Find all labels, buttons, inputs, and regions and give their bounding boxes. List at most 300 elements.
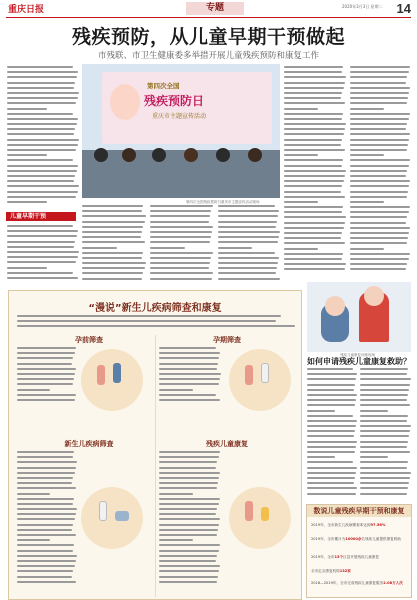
text-line	[7, 113, 73, 115]
text-line	[17, 560, 76, 562]
text-line	[350, 71, 409, 73]
text-line	[17, 357, 73, 359]
audience-head	[122, 148, 136, 162]
text-line	[17, 487, 76, 489]
text-line	[17, 383, 73, 385]
text-line	[17, 544, 74, 546]
stat-text: 2019年，全市累计为	[311, 537, 346, 541]
text-line	[218, 226, 276, 228]
text-line	[82, 252, 143, 254]
text-line	[284, 191, 341, 193]
text-line	[159, 508, 217, 510]
text-line	[360, 446, 407, 448]
text-line	[307, 456, 335, 458]
text-line	[7, 108, 47, 110]
text-line	[284, 263, 346, 265]
text-line	[7, 251, 79, 253]
text-line	[17, 461, 77, 463]
text-line	[284, 180, 344, 182]
infographic-intro	[17, 315, 295, 331]
text-line	[307, 389, 354, 391]
text-line	[17, 467, 76, 469]
text-line	[17, 373, 75, 375]
text-line	[7, 149, 76, 151]
text-line	[284, 139, 342, 141]
text-line	[7, 170, 77, 172]
text-line	[159, 363, 218, 365]
text-line	[350, 82, 406, 84]
text-line	[7, 118, 78, 120]
text-line	[150, 226, 213, 228]
figure-nurse	[99, 501, 107, 521]
text-line	[150, 267, 209, 269]
text-line	[284, 196, 345, 198]
main-photo	[82, 64, 280, 198]
text-line	[284, 133, 344, 135]
text-line	[284, 97, 341, 99]
text-line	[307, 487, 357, 489]
text-line	[7, 128, 75, 130]
text-line	[17, 565, 75, 567]
text-line	[17, 508, 77, 510]
text-line	[218, 236, 279, 238]
panel-title-pregnancy: 孕期筛查	[213, 336, 241, 344]
panel-divider	[155, 335, 156, 597]
audience-head	[184, 148, 198, 162]
body-text-how-2	[360, 368, 411, 500]
text-line	[82, 257, 142, 259]
text-line	[350, 211, 409, 213]
text-line	[218, 267, 277, 269]
text-line	[82, 210, 142, 212]
masthead	[6, 2, 411, 16]
audience-head	[152, 148, 166, 162]
text-line	[284, 144, 341, 146]
headline: 残疾预防，从儿童早期干预做起	[71, 26, 345, 48]
infographic-box	[8, 290, 302, 600]
panel-illustration-newborn	[81, 487, 143, 549]
text-line	[284, 128, 345, 130]
text-line	[307, 461, 353, 463]
text-line	[7, 66, 73, 68]
text-line	[284, 149, 345, 151]
body-text-left	[7, 66, 79, 210]
text-line	[159, 378, 220, 380]
text-line	[350, 237, 408, 239]
text-line	[218, 221, 277, 223]
text-line	[150, 278, 212, 280]
text-line	[17, 524, 73, 526]
text-line	[284, 206, 343, 208]
text-line	[7, 267, 47, 269]
text-line	[284, 253, 343, 255]
text-line	[150, 231, 212, 233]
text-line	[360, 368, 408, 370]
text-line	[150, 272, 213, 274]
text-line	[7, 154, 47, 156]
stats-box	[306, 504, 412, 598]
text-line	[7, 196, 76, 198]
date-line: 2020年3月3日 星期二	[342, 4, 383, 9]
text-line	[82, 231, 142, 233]
panel-text-prepregnancy	[17, 347, 77, 409]
text-line	[350, 227, 410, 229]
text-line	[159, 576, 218, 578]
text-line	[159, 498, 220, 500]
audience-head	[94, 148, 108, 162]
text-line	[284, 222, 345, 224]
text-line	[307, 482, 354, 484]
text-line	[350, 76, 407, 78]
text-line	[360, 467, 407, 469]
figure-parent	[245, 501, 253, 521]
text-line	[7, 180, 74, 182]
text-line	[307, 368, 353, 370]
figure-doctor	[261, 363, 269, 383]
text-line	[159, 467, 216, 469]
text-line	[159, 493, 193, 495]
text-line	[159, 539, 193, 541]
stat-text: 全市定点康复机构	[311, 569, 340, 573]
figure-pregnant-woman	[245, 365, 253, 385]
text-line	[307, 373, 357, 375]
text-line	[159, 560, 216, 562]
text-line	[284, 76, 346, 78]
text-line	[17, 378, 74, 380]
text-line	[350, 258, 409, 260]
text-line	[350, 165, 409, 167]
panel-illustration-prepregnancy	[81, 349, 143, 411]
stat-value: 15个	[334, 555, 344, 559]
text-line	[218, 247, 252, 249]
text-line	[360, 451, 410, 453]
text-line	[360, 461, 408, 463]
text-line	[159, 482, 218, 484]
text-line	[284, 118, 342, 120]
text-line	[360, 394, 408, 396]
text-line	[307, 451, 355, 453]
text-line	[7, 97, 78, 99]
text-line	[284, 66, 343, 68]
text-line	[360, 425, 411, 427]
text-line	[284, 102, 345, 104]
stat-row	[311, 569, 409, 574]
text-line	[7, 159, 73, 161]
body-text-lower-mid-3	[218, 205, 280, 287]
banner-main-text: 残疾预防日	[144, 94, 205, 108]
rehab-photo	[307, 282, 411, 352]
text-line	[7, 225, 73, 227]
text-line	[7, 191, 78, 193]
text-line	[284, 201, 318, 203]
text-line	[307, 399, 356, 401]
text-line	[350, 139, 409, 141]
text-line	[159, 352, 220, 354]
text-line	[150, 252, 213, 254]
text-line	[307, 493, 356, 495]
text-line	[7, 272, 73, 274]
text-line	[360, 410, 388, 412]
section-bar: 儿童早期干预	[6, 212, 76, 221]
text-line	[7, 261, 76, 263]
stat-value: 97.56%	[370, 523, 386, 527]
text-line	[218, 252, 275, 254]
infographic-title: “漫说”新生儿疾病筛查和康复	[88, 303, 222, 314]
text-line	[350, 206, 410, 208]
text-line	[159, 529, 218, 531]
panel-illustration-pregnancy	[229, 349, 291, 411]
body-text-lower-mid-2	[150, 205, 214, 287]
text-line	[360, 420, 407, 422]
text-line	[150, 210, 211, 212]
text-line	[350, 118, 409, 120]
text-line	[218, 278, 280, 280]
stat-row	[311, 581, 409, 586]
text-line	[159, 368, 217, 370]
text-line	[284, 123, 346, 125]
text-line	[360, 435, 409, 437]
text-line	[284, 211, 342, 213]
text-line	[17, 368, 76, 370]
text-line	[17, 399, 75, 401]
top-rule	[6, 17, 411, 18]
text-line	[159, 555, 217, 557]
text-line	[159, 503, 219, 505]
text-line	[350, 263, 407, 265]
text-line	[159, 518, 220, 520]
text-line	[17, 389, 50, 391]
text-line	[82, 221, 145, 223]
text-line	[17, 539, 50, 541]
figure-man	[113, 363, 121, 383]
page-number: 14	[396, 1, 411, 16]
stat-row	[311, 537, 409, 542]
text-line	[7, 102, 76, 104]
text-line	[218, 257, 279, 259]
text-line	[284, 159, 343, 161]
text-line	[360, 399, 407, 401]
text-line	[284, 71, 342, 73]
text-line	[159, 565, 220, 567]
text-line	[218, 210, 279, 212]
text-line	[360, 389, 409, 391]
text-line	[307, 446, 356, 448]
figure-child	[261, 507, 269, 521]
text-line	[360, 373, 407, 375]
newspaper-logo: 重庆日报	[8, 5, 45, 15]
text-line	[350, 185, 409, 187]
stat-text: 名残疾儿童提供康复救助	[361, 537, 401, 541]
text-line	[218, 241, 278, 243]
text-line	[350, 196, 407, 198]
rehab-photo-caption: 残疾儿童康复训练现场	[340, 353, 375, 357]
text-line	[7, 144, 78, 146]
text-line	[7, 82, 75, 84]
text-line	[159, 544, 220, 546]
stat-value: 132家	[339, 569, 351, 573]
text-line	[82, 205, 143, 207]
child-head	[325, 296, 345, 316]
text-line	[307, 404, 355, 406]
text-line	[7, 87, 74, 89]
text-line	[360, 487, 408, 489]
text-line	[360, 493, 407, 495]
text-line	[82, 278, 142, 280]
text-line	[350, 128, 406, 130]
text-line	[360, 384, 410, 386]
text-line	[284, 154, 318, 156]
text-line	[307, 441, 357, 443]
text-line	[82, 241, 145, 243]
text-line	[284, 170, 346, 172]
text-line	[82, 267, 145, 269]
figure-baby-scale	[115, 511, 129, 521]
text-line	[218, 215, 278, 217]
text-line	[284, 113, 343, 115]
text-line	[150, 257, 211, 259]
text-line	[159, 399, 220, 401]
text-line	[350, 175, 406, 177]
text-line	[218, 262, 278, 264]
text-line	[284, 232, 342, 234]
text-line	[150, 205, 213, 207]
how-to-apply-title: 如何申请残疾儿童康复救助？	[307, 357, 411, 366]
text-line	[360, 415, 408, 417]
text-line	[350, 149, 407, 151]
text-line	[82, 272, 143, 274]
text-line	[307, 477, 355, 479]
text-line	[284, 185, 342, 187]
text-line	[17, 493, 50, 495]
text-line	[17, 325, 295, 327]
text-line	[150, 247, 185, 249]
stat-text: 2018—2019年，全市完成残疾儿童康复服务	[311, 581, 384, 585]
text-line	[159, 581, 217, 583]
stat-text: 区县开展残疾儿童康复	[343, 555, 380, 559]
text-line	[307, 394, 357, 396]
panel-title-rehab: 残疾儿童康复	[206, 440, 248, 448]
text-line	[17, 472, 75, 474]
text-line	[7, 246, 74, 248]
text-line	[350, 108, 384, 110]
text-line	[360, 441, 408, 443]
text-line	[159, 550, 219, 552]
text-line	[17, 352, 75, 354]
text-line	[307, 378, 356, 380]
text-line	[350, 191, 408, 193]
text-line	[7, 230, 78, 232]
body-text-lower-left	[7, 225, 79, 287]
text-line	[159, 373, 221, 375]
text-line	[82, 236, 141, 238]
text-line	[159, 389, 193, 391]
text-line	[218, 231, 280, 233]
banner-title: 第四次全国	[147, 82, 180, 90]
text-line	[360, 404, 410, 406]
text-line	[307, 472, 356, 474]
text-line	[284, 108, 318, 110]
text-line	[360, 378, 411, 380]
text-line	[350, 216, 407, 218]
text-line	[284, 248, 318, 250]
text-line	[350, 144, 408, 146]
text-line	[350, 133, 410, 135]
text-line	[307, 415, 353, 417]
text-line	[159, 534, 217, 536]
text-line	[17, 534, 76, 536]
body-text-right-2	[350, 66, 411, 276]
text-line	[159, 477, 219, 479]
text-line	[307, 410, 335, 412]
text-line	[17, 529, 72, 531]
text-line	[159, 357, 219, 359]
text-line	[284, 175, 345, 177]
text-line	[159, 394, 216, 396]
text-line	[7, 165, 78, 167]
text-line	[307, 425, 356, 427]
text-line	[7, 256, 78, 258]
text-line	[159, 347, 216, 349]
text-line	[17, 581, 76, 583]
text-line	[350, 113, 410, 115]
text-line	[7, 201, 47, 203]
text-line	[17, 456, 73, 458]
text-line	[307, 435, 354, 437]
stat-value: 10000余	[345, 537, 362, 541]
panel-text-newborn	[17, 451, 77, 591]
text-line	[17, 363, 72, 365]
text-line	[284, 92, 342, 94]
text-line	[360, 477, 410, 479]
text-line	[17, 482, 72, 484]
text-line	[17, 498, 74, 500]
text-line	[284, 268, 345, 270]
section-tag: 专题	[186, 2, 244, 15]
text-line	[150, 215, 210, 217]
text-line	[150, 241, 210, 243]
text-line	[307, 384, 355, 386]
text-line	[17, 320, 276, 322]
body-text-how-1	[307, 368, 357, 500]
text-line	[17, 477, 73, 479]
text-line	[7, 175, 75, 177]
text-line	[350, 253, 410, 255]
text-line	[159, 472, 220, 474]
text-line	[350, 232, 409, 234]
text-line	[82, 215, 146, 217]
text-line	[17, 394, 76, 396]
text-line	[350, 159, 410, 161]
text-line	[17, 555, 77, 557]
stat-row	[311, 523, 409, 528]
text-line	[17, 513, 76, 515]
text-line	[7, 241, 75, 243]
text-line	[284, 237, 341, 239]
stat-text: 2019年，全市	[311, 555, 335, 559]
text-line	[360, 472, 411, 474]
text-line	[284, 82, 345, 84]
text-line	[350, 201, 384, 203]
figure-woman	[97, 365, 105, 385]
text-line	[159, 570, 219, 572]
panel-text-rehab	[159, 451, 221, 591]
text-line	[150, 221, 209, 223]
baby-illustration	[110, 84, 140, 120]
text-line	[350, 248, 384, 250]
text-line	[350, 92, 409, 94]
text-line	[350, 242, 407, 244]
text-line	[7, 71, 78, 73]
